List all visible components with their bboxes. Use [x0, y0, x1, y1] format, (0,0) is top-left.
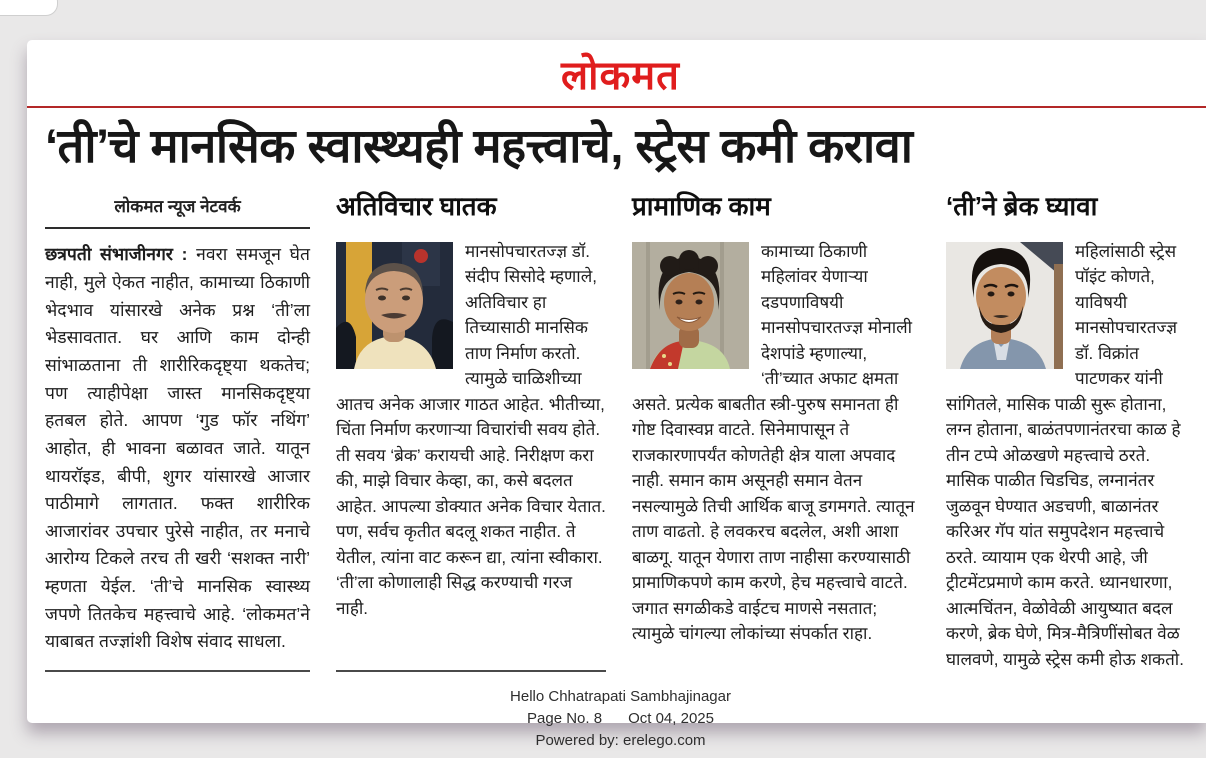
footer-page-date-line	[45, 708, 1196, 730]
lead-text: नवरा समजून घेत नाही, मुले ऐकत नाहीत, कामाच्या ठिकाणी भेदभाव यांसारखे अनेक प्रश्न ‘ती’ला भेडसावतात. घर आणि काम दोन्ही सांभाळताना ती शारीरिकदृष्ट्या थकतेच; पण त्याहीपेक्षा जास्त मानसिकदृष्ट्या हतबल होते. आपण ‘गुड फॉर नथिंग’ आहोत, ही भावना बळावत जाते. यातून थायरॉइड, बीपी, शुगर यांसारखे आजार पाठीमागे लागतात. फक्त शारीरिक आजारांवर उपचार पुरेसे नाहीत, तर मनाचे आरोग्य टिकले तरच ती खरी ‘सशक्त नारी’ म्हणता येईल. ‘ती’चे मानसिक स्वास्थ्य जपणे तितकेच महत्त्वाचे आहे. ‘लोकमत’ने याबाबत तज्ज्ञांशी विशेष संवाद साधला.	[45, 244, 310, 652]
section-paragraph	[632, 239, 920, 647]
section-text: मानसोपचारतज्ज्ञ डॉ. संदीप सिसोदे म्हणाले, अतिविचार हा तिच्यासाठी मानसिक ताण निर्माण करतो. त्यामुळे चाळिशीच्या आतच अनेक आजार गाठत आहेत. भीतीच्या, चिंता निर्माण करणाऱ्या विचारांची सवय होते. ती सवय ‘ब्रेक’ करायची आहे. निरीक्षण करा की, माझे विचार केव्हा, का, कसे बदलत आहेत. आपल्या डोक्यात अनेक विचार येतात. पण, सर्वच कृतीत बदलू शकत नाहीत. ते येतील, त्यांना वाट करून द्या, त्यांना स्वीकारा. ‘ती’ला कोणालाही सिद्ध करण्याची गरज नाही.	[336, 241, 606, 618]
section-text: कामाच्या ठिकाणी महिलांवर येणाऱ्या दडपणाविषयी मानसोपचारतज्ज्ञ मोनाली देशपांडे म्हणाल्या, ‘ती’च्यात अफाट क्षमता असते. प्रत्येक बाबतीत स्त्री-पुरुष समानता ही गोष्ट दिवास्वप्न वाटते. सिनेमापासून ते राजकारणापर्यंत कोणतेही क्षेत्र याला अपवाद नाही. समान काम असूनही समान वेतन नसल्यामुळे तिची आर्थिक बाजू डगमगते. त्यातून ताण वाढतो. हे लवकरच बदलेल, अशी आशा बाळगू. यातून येणारा ताण नाहीसा करण्यासाठी प्रामाणिकपणे काम करणे, हेच महत्त्वाचे वाटते. जगात सगळीकडे वाईटच माणसे नसतात; त्यामुळे चांगल्या लोकांच्या संपर्कात राहा.	[632, 241, 915, 644]
newspaper-page-card	[27, 40, 1206, 749]
section-column-honest-work	[632, 190, 920, 672]
section-heading: ‘ती’ने ब्रेक घ्यावा	[946, 191, 1098, 222]
section-heading: अतिविचार घातक	[336, 191, 497, 222]
photo-dr-vikrant-patankar	[946, 242, 1063, 369]
dateline: छत्रपती संभाजीनगर :	[45, 244, 188, 265]
footer-page-number: Page No. 8	[527, 710, 603, 728]
footer-powered-by: Powered by: erelego.com	[535, 731, 706, 749]
masthead-divider	[27, 106, 1206, 108]
lokmat-logo: लोकमत	[561, 53, 680, 98]
section-column-overthinking	[336, 190, 606, 672]
section-column-take-break	[946, 190, 1196, 672]
browser-tab-corner	[0, 0, 58, 16]
page-title: ‘ती’चे मानसिक स्वास्थ्यही महत्त्वाचे, स्ट्रेस कमी करावा	[45, 119, 913, 172]
byline: लोकमत न्यूज नेटवर्क	[45, 190, 310, 229]
lead-column	[45, 190, 310, 672]
lead-paragraph	[45, 241, 310, 656]
masthead	[45, 50, 1196, 98]
section-paragraph	[336, 239, 606, 622]
page-footer	[45, 686, 1196, 751]
article-columns	[45, 190, 1196, 672]
section-text: महिलांसाठी स्ट्रेस पॉइंट कोणते, याविषयी मानसोपचारतज्ज्ञ डॉ. विक्रांत पाटणकर यांनी सांगितले, मासिक पाळी सुरू होताना, लग्न होताना, बाळंतपणानंतरचा काळ हे तीन टप्पे ओळखणे महत्त्वाचे ठरते. मासिक पाळीत चिडचिड, लग्नानंतर जुळवून घेण्यात अडचणी, बाळानंतर करिअर गॅप यांत समुपदेशन महत्त्वाचे ठरते. व्यायाम एक थेरपी आहे, जी ट्रीटमेंटप्रमाणे काम करते. ध्यानधारणा, आत्मचिंतन, वेळोवेळी आयुष्यात बदल करणे, ब्रेक घेणे, मित्र-मैत्रिणींसोबत वेळ घालवणे, यामुळे स्ट्रेस कमी होऊ शकतो.	[946, 241, 1184, 669]
photo-monali-deshpande	[632, 242, 749, 369]
photo-dr-sandeep-sisode	[336, 242, 453, 369]
footer-date: Oct 04, 2025	[628, 710, 714, 728]
section-paragraph	[946, 239, 1196, 673]
footer-city-line: Hello Chhatrapati Sambhajinagar	[510, 688, 731, 706]
section-heading: प्रामाणिक काम	[632, 191, 771, 222]
